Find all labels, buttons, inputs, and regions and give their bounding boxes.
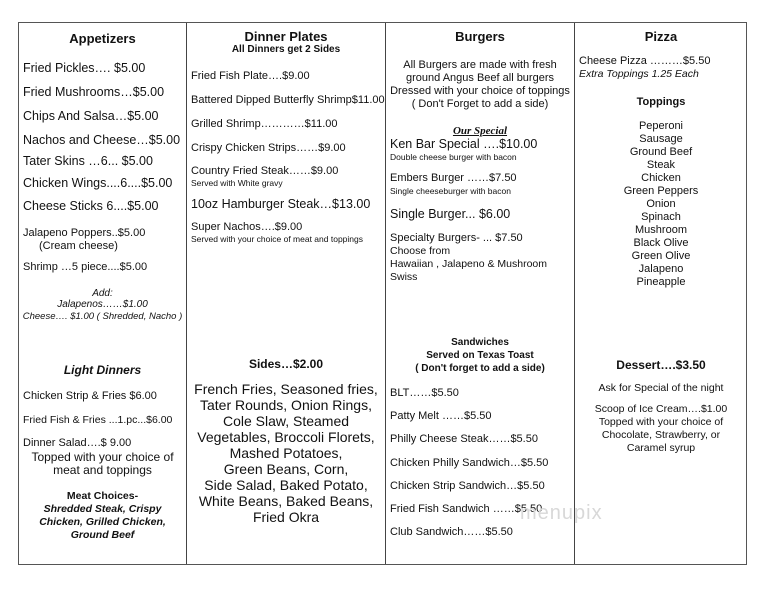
topping: Spinach	[641, 211, 681, 223]
add-title: Add:	[92, 288, 113, 299]
item-note: (Cream cheese)	[39, 240, 118, 252]
sides-title: Sides…$2.00	[248, 357, 324, 371]
menu-item: Fried Fish & Fries ...1.pc...$6.00	[23, 414, 173, 426]
burgers-intro	[386, 59, 574, 111]
menu-item: 10oz Hamburger Steak…$13.00	[191, 197, 371, 211]
menu-item: Nachos and Cheese…$5.00	[23, 133, 181, 147]
sandwiches-title: Sandwiches	[451, 337, 509, 348]
menu-item: Shrimp …5 piece....$5.00	[23, 261, 148, 273]
salad-note: Topped with your choice of	[31, 450, 174, 464]
menu-item: Super Nachos….$9.00	[191, 221, 303, 233]
toppings-title: Toppings	[636, 96, 686, 108]
our-special-title: Our Special	[452, 125, 508, 137]
intro-line: ( Don't Forget to add a side)	[411, 98, 549, 110]
sides-line: Fried Okra	[252, 509, 320, 525]
menu-board	[18, 22, 747, 565]
sides-line: Side Salad, Baked Potato,	[204, 477, 368, 493]
intro-line: All Burgers are made with fresh	[403, 59, 557, 71]
topping: Green Olive	[631, 250, 691, 262]
sides-line: Vegetables, Broccoli Florets,	[197, 429, 375, 445]
topping: Ground Beef	[629, 146, 693, 158]
menu-item: Embers Burger ……$7.50	[390, 172, 517, 184]
intro-line: ground Angus Beef all burgers	[406, 72, 554, 84]
specialty-line: Swiss	[390, 271, 418, 283]
topping: Peperoni	[638, 120, 684, 132]
menu-item: Crispy Chicken Strips……$9.00	[191, 142, 346, 154]
menu-item: Fried Pickles…. $5.00	[23, 61, 146, 75]
menu-item: Chips And Salsa…$5.00	[23, 109, 159, 123]
menu-item: Fried Fish Sandwich ……$5.50	[390, 503, 543, 515]
column-burgers	[385, 23, 574, 564]
menu-item: BLT……$5.50	[390, 387, 459, 399]
item-note: Served with White gravy	[191, 178, 283, 188]
menu-item: Chicken Philly Sandwich…$5.50	[390, 457, 549, 469]
menu-item: Patty Melt ……$5.50	[390, 410, 492, 422]
pizza-title: Pizza	[644, 29, 678, 44]
topping: Jalapeno	[638, 263, 684, 275]
salad-note: meat and toppings	[53, 463, 152, 477]
dessert-line: Scoop of Ice Cream….$1.00	[594, 403, 728, 415]
menu-item: Jalapeno Poppers..$5.00	[23, 227, 146, 239]
item-note: Served with your choice of meat and toppings	[191, 234, 363, 244]
topping: Mushroom	[635, 224, 687, 236]
sides-line: French Fries, Seasoned fries,	[194, 381, 378, 397]
column-pizza	[574, 23, 747, 564]
topping: Onion	[646, 198, 676, 210]
dinner-plates-title: Dinner Plates	[244, 29, 328, 44]
appetizers-title: Appetizers	[69, 31, 136, 46]
topping: Black Olive	[633, 237, 689, 249]
dessert-line: Caramel syrup	[626, 442, 696, 454]
watermark-logo: menupix	[520, 502, 603, 524]
meat-choice-line: Chicken, Grilled Chicken,	[39, 516, 166, 528]
menu-item: Club Sandwich……$5.50	[390, 526, 513, 538]
meat-choices-title: Meat Choices-	[66, 490, 139, 502]
specialty-line: Hawaiian , Jalapeno & Mushroom	[390, 258, 547, 270]
menu-item: Country Fried Steak……$9.00	[191, 165, 339, 177]
intro-line: Dressed with your choice of toppings	[390, 85, 570, 97]
specialty-line: Choose from	[390, 245, 451, 257]
add-item: Jalapenos……$1.00	[57, 299, 148, 310]
burgers-title: Burgers	[455, 29, 505, 44]
sides-line: Mashed Potatoes,	[229, 445, 343, 461]
dessert-special: Ask for Special of the night	[598, 382, 724, 394]
sides-line: Green Beans, Corn,	[223, 461, 349, 477]
menu-item: Chicken Wings....6....$5.00	[23, 176, 173, 190]
menu-item: Chicken Strip & Fries $6.00	[23, 390, 157, 402]
topping: Steak	[646, 159, 676, 171]
menu-item: Cheese Pizza ………$5.50	[579, 55, 711, 67]
sides-line: White Beans, Baked Beans,	[198, 493, 374, 509]
menu-item: Ken Bar Special ….$10.00	[390, 137, 538, 151]
column-dinner-plates	[186, 23, 385, 564]
dessert-line: Topped with your choice of	[598, 416, 724, 428]
column-appetizers	[19, 23, 186, 564]
dessert-details	[575, 403, 747, 455]
menu-item: Philly Cheese Steak……$5.50	[390, 433, 538, 445]
dessert-line: Chocolate, Strawberry, or	[601, 429, 721, 441]
menu-item: Fried Fish Plate….$9.00	[191, 70, 310, 82]
menu-item: Grilled Shrimp…………$11.00	[191, 118, 338, 130]
sandwiches-note: ( Don't forget to add a side)	[415, 363, 545, 374]
topping: Pineapple	[636, 276, 686, 288]
topping: Sausage	[639, 133, 683, 145]
specialty-options	[390, 245, 547, 284]
toppings-list	[575, 120, 747, 289]
menu-item: Battered Dipped Butterfly Shrimp$11.00	[191, 94, 385, 106]
item-note: Double cheese burger with bacon	[390, 152, 517, 162]
menu-item: Chicken Strip Sandwich…$5.50	[390, 480, 545, 492]
menu-item: Tater Skins …6... $5.00	[23, 154, 153, 168]
sides-line: Tater Rounds, Onion Rings,	[200, 397, 372, 413]
sandwiches-subtitle: Served on Texas Toast	[426, 350, 534, 361]
dessert-title: Dessert….$3.50	[616, 358, 706, 372]
add-item: Cheese…. $1.00 ( Shredded, Nacho )	[22, 311, 183, 322]
meat-choice-line: Ground Beef	[70, 529, 135, 541]
menu-item: Specialty Burgers- ... $7.50	[390, 232, 523, 244]
dinner-plates-subtitle: All Dinners get 2 Sides	[231, 44, 341, 55]
menu-item: Fried Mushrooms…$5.00	[23, 85, 165, 99]
item-note: Single cheeseburger with bacon	[390, 186, 511, 196]
sides-line: Cole Slaw, Steamed	[222, 413, 350, 429]
menu-item: Cheese Sticks 6....$5.00	[23, 199, 159, 213]
sides-list	[187, 381, 385, 525]
menu-item: Single Burger... $6.00	[390, 207, 511, 221]
light-dinners-title: Light Dinners	[63, 363, 142, 377]
menu-item: Dinner Salad….$ 9.00	[23, 437, 132, 449]
topping: Chicken	[641, 172, 681, 184]
extra-toppings-note: Extra Toppings 1.25 Each	[579, 68, 699, 80]
meat-choice-line: Shredded Steak, Crispy	[43, 503, 162, 515]
topping: Green Peppers	[623, 185, 699, 197]
